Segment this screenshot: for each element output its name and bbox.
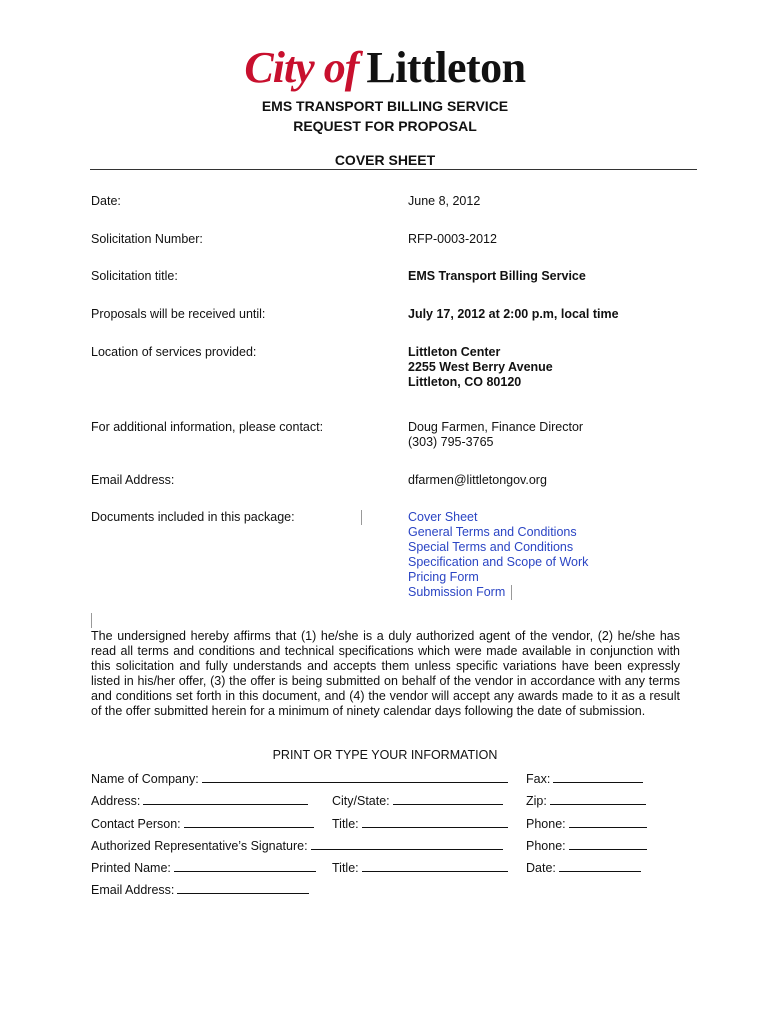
title-input-line[interactable] bbox=[362, 859, 508, 872]
title-label: Title: bbox=[332, 861, 359, 875]
phone-label: Phone: bbox=[526, 817, 566, 831]
address-input-line[interactable] bbox=[143, 792, 308, 805]
company-field[interactable] bbox=[91, 770, 508, 786]
form-heading: PRINT OR TYPE YOUR INFORMATION bbox=[272, 748, 498, 762]
city-state-field[interactable] bbox=[332, 792, 503, 808]
document-link[interactable]: Submission Form bbox=[408, 585, 506, 599]
contact-person-label: Contact Person: bbox=[91, 817, 181, 831]
text-cursor-mark bbox=[361, 510, 362, 525]
logo-littleton-text: Littleton bbox=[366, 43, 526, 92]
auth-signature-input-line[interactable] bbox=[311, 837, 503, 850]
title-field[interactable] bbox=[332, 815, 508, 831]
city-state-input-line[interactable] bbox=[393, 792, 503, 805]
auth-signature-field[interactable] bbox=[91, 837, 503, 853]
received-until-label: Proposals will be received until: bbox=[91, 307, 266, 321]
phone-label: Phone: bbox=[526, 839, 566, 853]
date-input-line[interactable] bbox=[559, 859, 641, 872]
address-field[interactable] bbox=[91, 792, 308, 808]
zip-label: Zip: bbox=[526, 794, 547, 808]
solicitation-title-value: EMS Transport Billing Service bbox=[408, 269, 586, 283]
contact-line: Doug Farmen, Finance Director bbox=[408, 420, 584, 434]
solicitation-number-label: Solicitation Number: bbox=[91, 232, 203, 246]
zip-input-line[interactable] bbox=[550, 792, 646, 805]
email-input-line[interactable] bbox=[177, 881, 309, 894]
affirmation-paragraph: The undersigned hereby affirms that (1) he/she is a duly authorized agent of the vendor, (2) he/she has read all terms and conditions and technical specifications which were made available in conjunction with this solicitation and fully understands and accepts them unless specific variations have been expressly listed in his/her offer, (3) the offer is being submitted on behalf of the vendor in accordance with any terms and conditions set forth in this document, and (4) the vendor will accept any awards made to it as a result of the offer submitted herein for a minimum of ninety calendar days following the date of submission. bbox=[91, 629, 680, 718]
solicitation-number-value: RFP-0003-2012 bbox=[408, 232, 497, 246]
location-line: Littleton, CO 80120 bbox=[408, 375, 522, 389]
date-label: Date: bbox=[91, 194, 121, 208]
address-label: Address: bbox=[91, 794, 141, 808]
printed-name-input-line[interactable] bbox=[174, 859, 316, 872]
company-input-line[interactable] bbox=[202, 770, 508, 783]
printed-name-label: Printed Name: bbox=[91, 861, 171, 875]
title-field-2[interactable] bbox=[332, 859, 508, 875]
location-line: 2255 West Berry Avenue bbox=[408, 360, 553, 374]
document-link[interactable]: Special Terms and Conditions bbox=[408, 540, 574, 554]
auth-signature-label: Authorized Representative’s Signature: bbox=[91, 839, 308, 853]
logo-city-text: City of bbox=[244, 43, 359, 92]
text-cursor-mark bbox=[511, 585, 512, 600]
received-until-value: July 17, 2012 at 2:00 p.m, local time bbox=[408, 307, 619, 321]
documents-list bbox=[408, 510, 588, 600]
document-link[interactable]: General Terms and Conditions bbox=[408, 525, 577, 539]
heading-divider bbox=[90, 169, 697, 170]
documents-label: Documents included in this package: bbox=[91, 510, 295, 524]
email-field[interactable] bbox=[91, 881, 309, 897]
phone-input-line[interactable] bbox=[569, 815, 647, 828]
contact-person-field[interactable] bbox=[91, 815, 314, 831]
title-label: Title: bbox=[332, 817, 359, 831]
contact-person-input-line[interactable] bbox=[184, 815, 314, 828]
phone-field-2[interactable] bbox=[526, 837, 647, 853]
location-line: Littleton Center bbox=[408, 345, 501, 359]
contact-value bbox=[408, 420, 583, 450]
contact-line: (303) 795-3765 bbox=[408, 435, 494, 449]
company-label: Name of Company: bbox=[91, 772, 199, 786]
contact-label: For additional information, please contact: bbox=[91, 420, 324, 434]
cover-sheet-heading: COVER SHEET bbox=[334, 152, 436, 168]
document-link[interactable]: Pricing Form bbox=[408, 570, 479, 584]
fax-label: Fax: bbox=[526, 772, 551, 786]
location-label: Location of services provided: bbox=[91, 345, 257, 359]
title-input-line[interactable] bbox=[362, 815, 508, 828]
document-link[interactable]: Cover Sheet bbox=[408, 510, 478, 524]
city-logo bbox=[0, 42, 770, 93]
location-value bbox=[408, 345, 553, 390]
document-title-line2: REQUEST FOR PROPOSAL bbox=[293, 118, 477, 134]
phone-field[interactable] bbox=[526, 815, 647, 831]
document-title-line1: EMS TRANSPORT BILLING SERVICE bbox=[261, 98, 509, 114]
email-value[interactable]: dfarmen@littletongov.org bbox=[408, 473, 547, 487]
fax-field[interactable] bbox=[526, 770, 643, 786]
phone-input-line[interactable] bbox=[569, 837, 647, 850]
date-field-label: Date: bbox=[526, 861, 556, 875]
city-state-label: City/State: bbox=[332, 794, 390, 808]
fax-input-line[interactable] bbox=[553, 770, 643, 783]
date-field[interactable] bbox=[526, 859, 641, 875]
text-cursor-mark bbox=[91, 613, 92, 628]
date-value: June 8, 2012 bbox=[408, 194, 481, 208]
printed-name-field[interactable] bbox=[91, 859, 316, 875]
email-label: Email Address: bbox=[91, 473, 175, 487]
email-field-label: Email Address: bbox=[91, 883, 175, 897]
solicitation-title-label: Solicitation title: bbox=[91, 269, 178, 283]
document-link[interactable]: Specification and Scope of Work bbox=[408, 555, 589, 569]
zip-field[interactable] bbox=[526, 792, 646, 808]
